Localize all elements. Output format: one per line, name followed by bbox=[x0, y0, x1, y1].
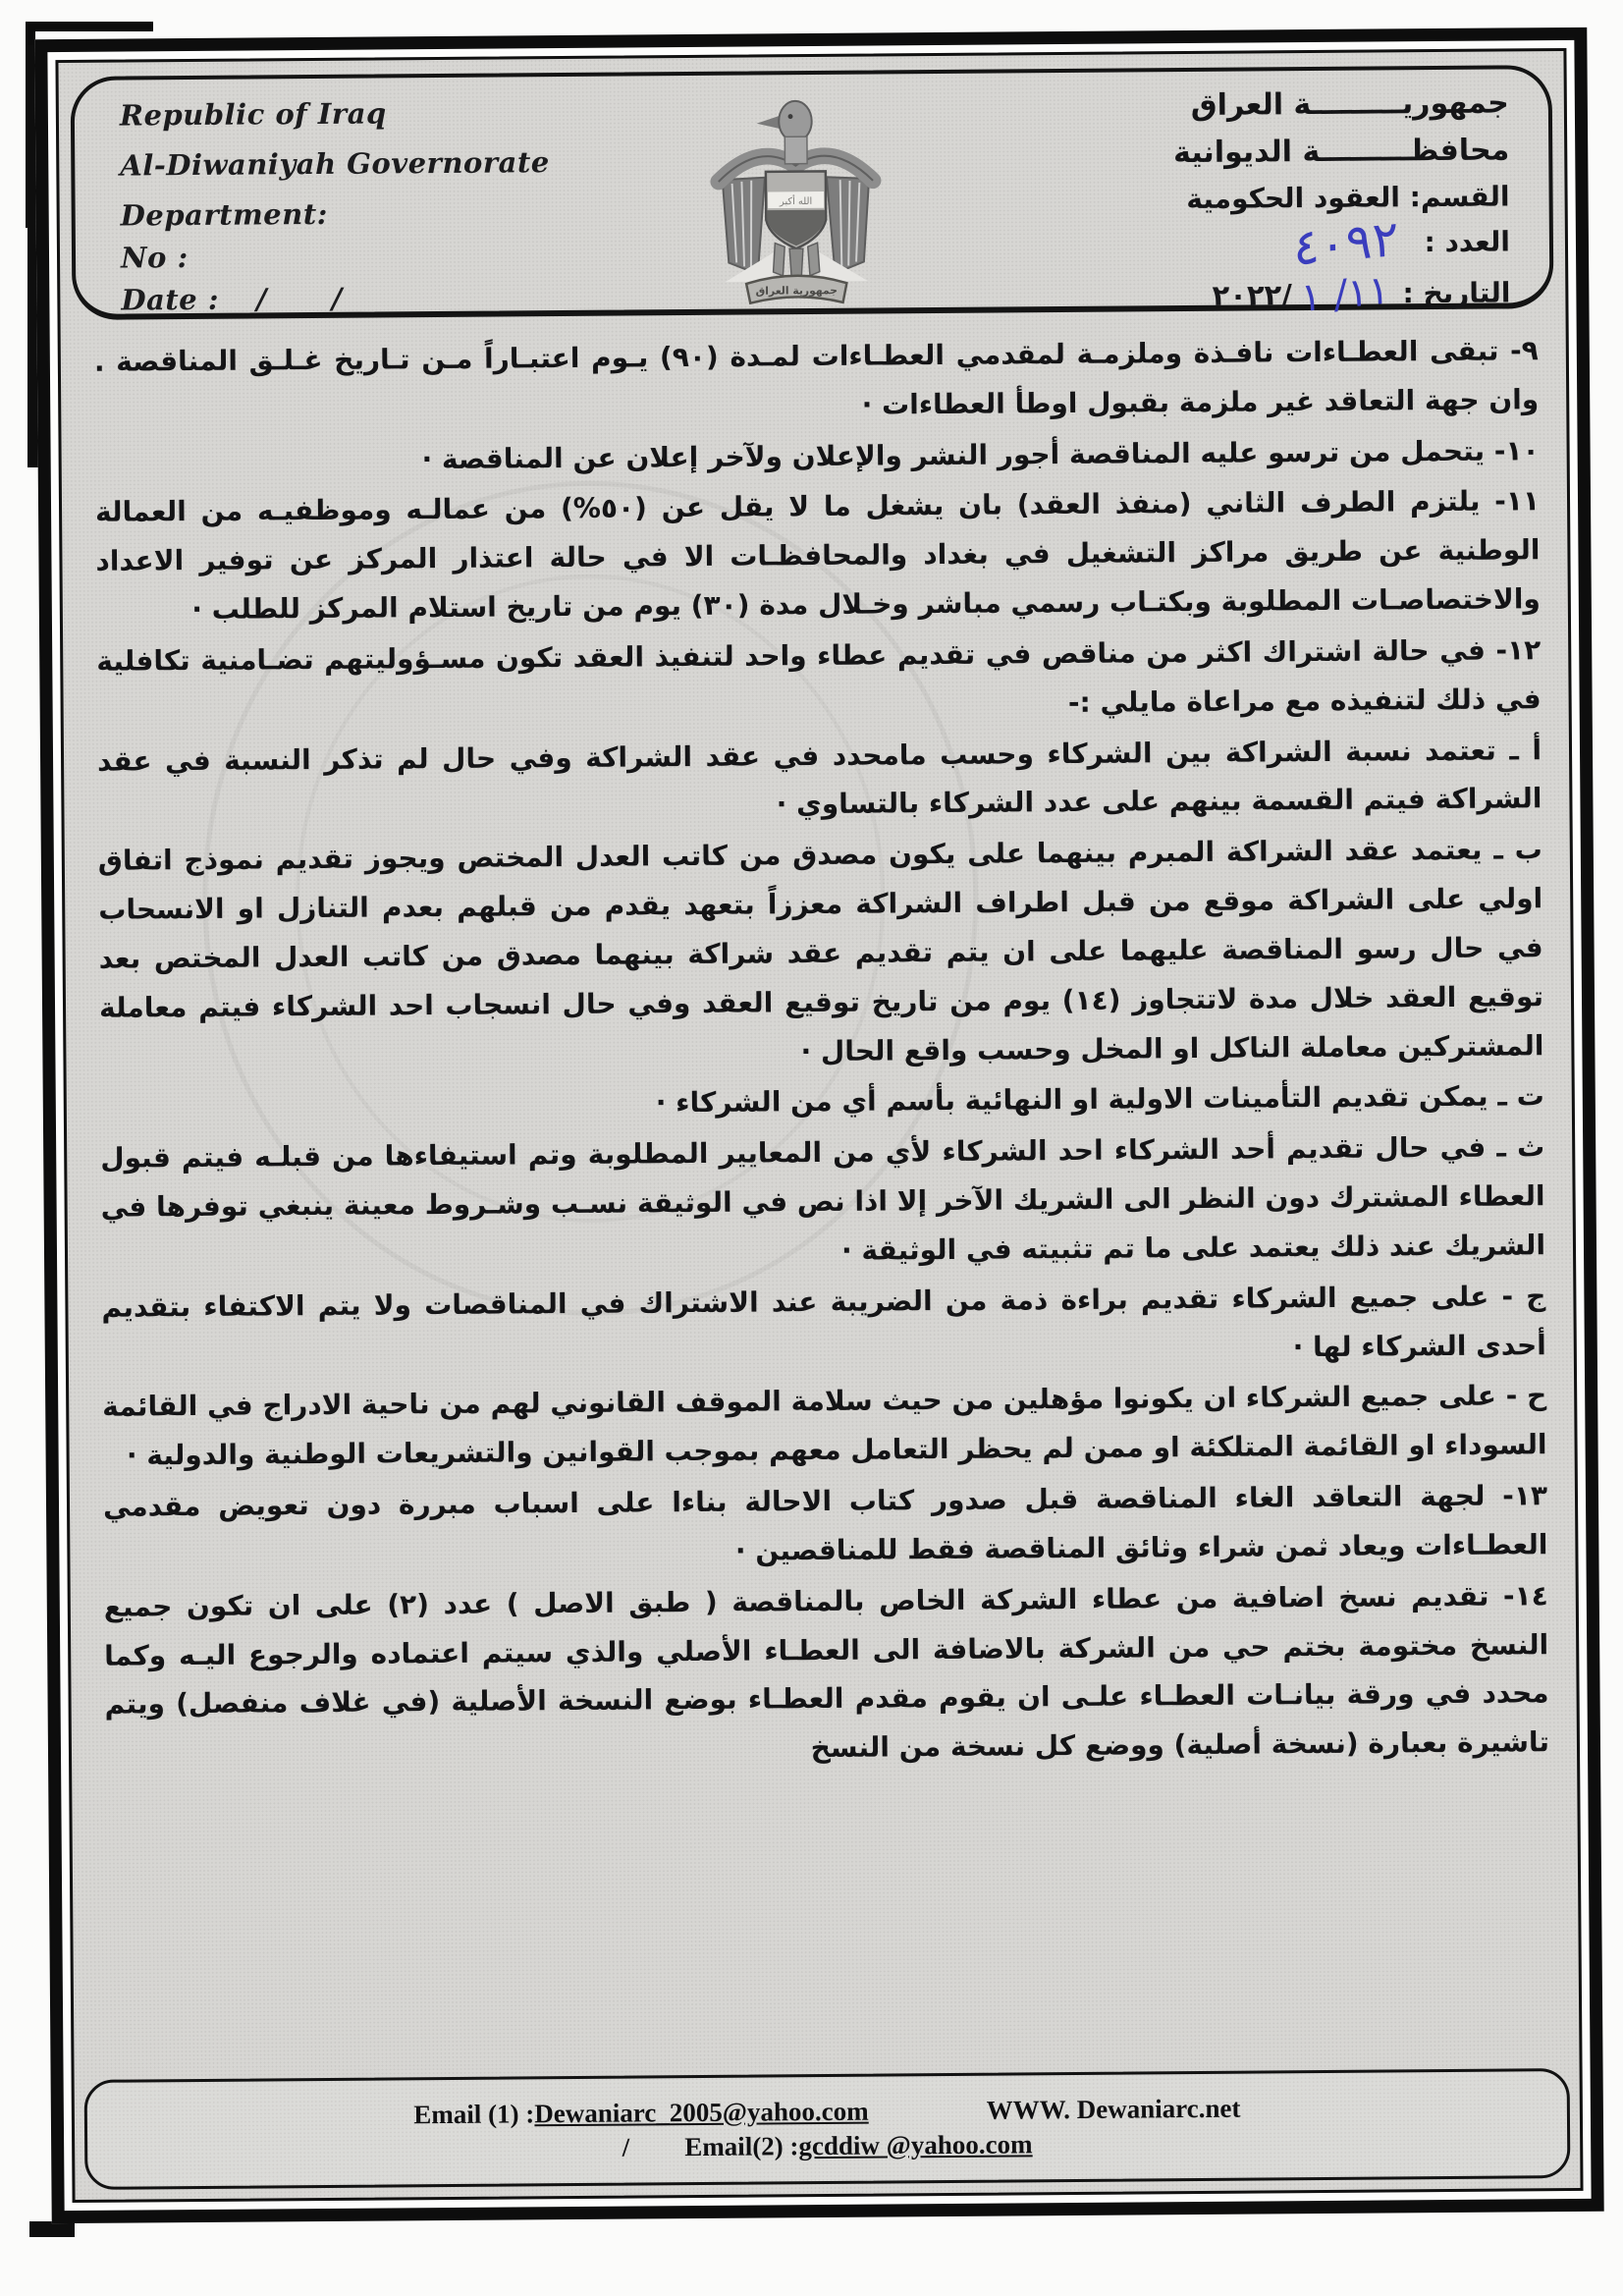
number-label-ar: العدد : bbox=[1424, 225, 1511, 259]
document-outer-frame bbox=[34, 27, 1603, 2223]
document-body bbox=[61, 308, 1578, 1778]
contact-footer bbox=[84, 2068, 1571, 2190]
email1-label: Email (1) : bbox=[413, 2099, 535, 2130]
letterhead-english bbox=[75, 76, 632, 317]
governorate-name-ar: محافظـــــــــة الديوانية bbox=[1172, 133, 1510, 171]
date-year-printed: ٢٠٢٢/ bbox=[1212, 277, 1293, 312]
email1-address: Dewaniarc_2005@yahoo.com bbox=[534, 2096, 869, 2129]
emblem-banner-text: جمهورية العراق bbox=[755, 284, 838, 298]
document-date-value bbox=[1212, 267, 1389, 322]
body-subitem-a: أ ـ تعتمد نسبة الشراكة بين الشركاء وحسب مامحدد في عقد الشراكة وفي حال لم تذكر النسبة في عقد الشراكة فيتم القسمة بينهم على عدد الشركاء بالتساوي · bbox=[96, 733, 1542, 821]
iraq-coat-of-arms-icon bbox=[647, 74, 944, 309]
email2-label: Email(2) : bbox=[684, 2131, 799, 2162]
governorate-name-en: Al-Diwaniyah Governorate bbox=[120, 145, 550, 183]
body-paragraph-14: ١٤- تقديم نسخ اضافية من عطاء الشركة الخاص بالمناقصة ( طبق الاصل ) عدد (٢) على ان تكون جميع النسخ مختومة بختم حي من الشركة بالاضافة الى العطـاء الأصلي والذي سيتم اعتماده والرجوع اليـه وكما محدد في ورقة بيانـات العطـاء علـى ان يقوم مقدم العطـاء بوضع النسخة الأصلية (في غلاف منفصل) ويتم تاشيرة بعبارة (نسخة أصلية) ووضع كل نسخة من النسخ bbox=[103, 1578, 1550, 1765]
date-blank-slashes: / / bbox=[255, 281, 370, 316]
country-name-ar: جمهوريـــــــــة العراق bbox=[1190, 85, 1509, 123]
body-subitem-th: ث ـ في حال تقديم أحد الشركاء احد الشركاء لأي من المعايير المطلوبة وتم استيفاءها من قبلـه فيتم قبول العطاء المشترك دون النظر الى الشريك الآخر إلا اذا نص في الوثيقة نسـب وشـروط معينة ينبغي توفرها في الشريك عند ذلك يعتمد على ما تم تثبيته في الوثيقة · bbox=[100, 1130, 1546, 1267]
body-paragraph-10: ١٠- يتحمل من ترسو عليه المناقصة أجور النشر والإعلان ولآخر إعلان عن المناقصة · bbox=[421, 433, 1540, 475]
letterhead bbox=[71, 65, 1554, 320]
footer-line-2 bbox=[622, 2129, 1033, 2162]
website-url: WWW. Dewaniarc.net bbox=[986, 2093, 1241, 2125]
body-paragraph-12: ١٢- في حالة اشتراك اكثر من مناقص في تقديم عطاء واحد لتنفيذ العقد تكون مسـؤوليتهم تضـامنية تكافلية في ذلك لتنفيذه مع مراعاة مايلي :- bbox=[96, 633, 1542, 719]
body-subitem-t: ت ـ يمكن تقديم التأمينات الاولية او النهائية بأسم أي من الشركاء · bbox=[655, 1079, 1544, 1120]
footer-slash: / bbox=[622, 2132, 630, 2162]
date-day-month-handwritten: ١١/ ١ bbox=[1299, 267, 1389, 322]
department-name-ar: القسم: العقود الحكومية bbox=[1186, 180, 1510, 216]
body-subitem-h: ح - على جميع الشركاء ان يكونوا مؤهلين من حيث سلامة الموقف القانوني لهم من ناحية الادراج في القائمة السوداء او القائمة المتلكئة او ممن لم يحظر التعامل معهم بموجب القوانين والتشريعات الوطنية والدولية · bbox=[102, 1379, 1547, 1472]
document-sheet bbox=[55, 48, 1583, 2203]
body-paragraph-11: ١١- يلتزم الطرف الثاني (منفذ العقد) بان يشغل ما لا يقل عن (٥٠%) من عمالـه وموظفيـه من العمالة الوطنية عن طريق مراكز التشغيل في بغداد والمحافظـات الا في حالة اعتذار المركز عن توفير الاعداد والاختصاصـات المطلوبة وبكتـاب رسمي مباشر وخـلال مدة (٣٠) يوم من تاريخ استلام المركز للطلب · bbox=[94, 484, 1541, 627]
svg-text:الله أكبر: الله أكبر bbox=[779, 195, 812, 208]
country-name-en: Republic of Iraq bbox=[119, 96, 387, 133]
document-number-row bbox=[960, 209, 1511, 277]
letterhead-arabic bbox=[959, 69, 1550, 322]
body-paragraph-9: ٩- تبقى العطـاءات نافـذة وملزمـة لمقدمي العطـاءات لمـدة (٩٠) يـوم اعتبـاراً مـن تـاريخ غـلـق المناقصة . وان جهة التعاقد غير ملزمة بقبول اوطأ العطاءات · bbox=[93, 334, 1540, 421]
number-label-en: No : bbox=[120, 241, 189, 275]
date-label-en: Date : / / bbox=[121, 281, 370, 317]
body-paragraph-13: ١٣- لجهة التعاقد الغاء المناقصة قبل صدور كتاب الاحالة بناءا على اسباب مبررة دون تعويض مقدمي العطـاءات ويعاد ثمن شراء وثائق المناقصة فقط للمناقصين · bbox=[102, 1479, 1548, 1567]
body-subitem-b: ب ـ يعتمد عقد الشراكة المبرم بينهما على يكون مصدق من كاتب العدل المختص ويجوز تقديم نموذج اتفاق اولي على الشراكة موقع من قبل اطراف الشراكة معززاً بتعهد يقدم من قبلهم بعدم التنازل او الانسحاب في حال رسو المناقصة عليهما على ان يتم تقديم عقد شراكة بينهما مصدق من كاتب العدل المختص بعد توقيع العقد خلال مدة لاتتجاوز (١٤) يوم من تاريخ توقيع العقد وفي حال انسجاب احد الشركاء فيتم معاملة المشتركين معاملة الناكل او المخل وحسب واقع الحال · bbox=[97, 833, 1544, 1067]
email2-address: gcddiw @yahoo.com bbox=[798, 2129, 1033, 2161]
footer-line-1 bbox=[413, 2094, 1240, 2131]
date-label-ar: التاريخ : bbox=[1402, 276, 1511, 310]
department-label-en: Department: bbox=[120, 196, 329, 233]
document-number-handwritten: ٤٠٩٢ bbox=[1292, 209, 1400, 277]
body-subitem-j: ج - على جميع الشركاء تقديم براءة ذمة من الضريبة عند الاشتراك في المناقصات ولا يتم الاكتفاء بتقديم أحدى الشركاء لها · bbox=[101, 1279, 1546, 1363]
scan-edge-artifact bbox=[29, 2221, 75, 2237]
